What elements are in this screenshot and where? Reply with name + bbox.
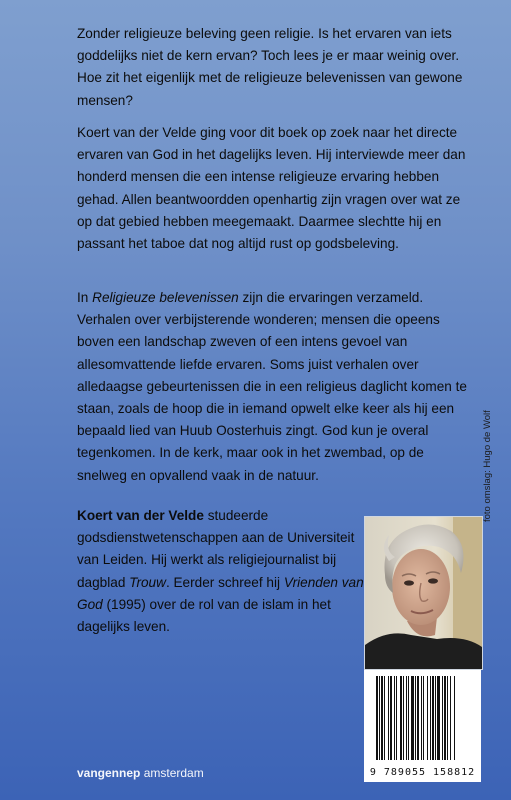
photo-credit-wrap	[478, 372, 492, 522]
author-name: Koert van der Velde	[77, 508, 204, 523]
p3-rest: zijn die ervaringen verzameld. Verhalen over verbijsterende wonderen; mensen die opeens boven een landschap zweven of een intens gevoel van allesomvattende liefde ervaren. Soms juist verhalen over alledaagse gebeurtenissen die in een religieus daglicht komen te staan, zoals de hoop die in iemand opwelt elke keer als hij een bepaald lied van Huub Oosterhuis zingt. God kun je overal tegenkomen. In de kerk, maar ook in het zwembad, op de snelweg en opvallend vaak in de natuur.	[77, 290, 467, 483]
publisher-brand: vangennep	[77, 766, 141, 780]
barcode	[364, 670, 481, 782]
author-photo	[364, 516, 483, 670]
publisher-city: amsterdam	[140, 766, 204, 780]
bio-text-3: (1995) over de rol van de islam in het dagelijks leven.	[77, 596, 331, 635]
book-title: Religieuze belevenissen	[92, 290, 239, 305]
p3-lead: In	[77, 290, 93, 305]
previous-book-title: Vrienden van God	[77, 574, 364, 612]
book-description-paragraph	[77, 287, 473, 487]
intro-paragraph: Zonder religieuze beleving geen religie. Is het ervaren van iets goddelijks niet de kern ervan? Toch lees je er maar weinig over. Hoe zit het eigenlijk met de religieuze belevenissen van gewone mensen?	[77, 26, 463, 108]
barcode-bars	[374, 676, 471, 762]
author-bio-paragraph	[77, 505, 367, 638]
bio-text-1: studeerde godsdienstwetenschappen aan de Universiteit van Leiden. Hij werkt als religiejournalist bij dagblad	[77, 508, 355, 590]
newspaper-name: Trouw	[129, 574, 166, 590]
photo-credit: foto omslag: Hugo de Wolf	[482, 410, 493, 522]
bio-text-2: . Eerder schreef hij	[165, 574, 284, 590]
author-research-paragraph: Koert van der Velde ging voor dit boek op zoek naar het directe ervaren van God in het dagelijks leven. Hij interviewde meer dan honderd mensen die een intense religieuze ervaring hebben gehad. Allen beantwoordden openhartig zijn vragen over wat ze op dat gebied hebben meegemaakt. Daarmee slechtte hij en passant het taboe dat nog altijd rust op godsbeleving.	[77, 125, 466, 252]
publisher-logo	[77, 766, 204, 780]
isbn-number: 9 789055 158812	[369, 767, 476, 778]
